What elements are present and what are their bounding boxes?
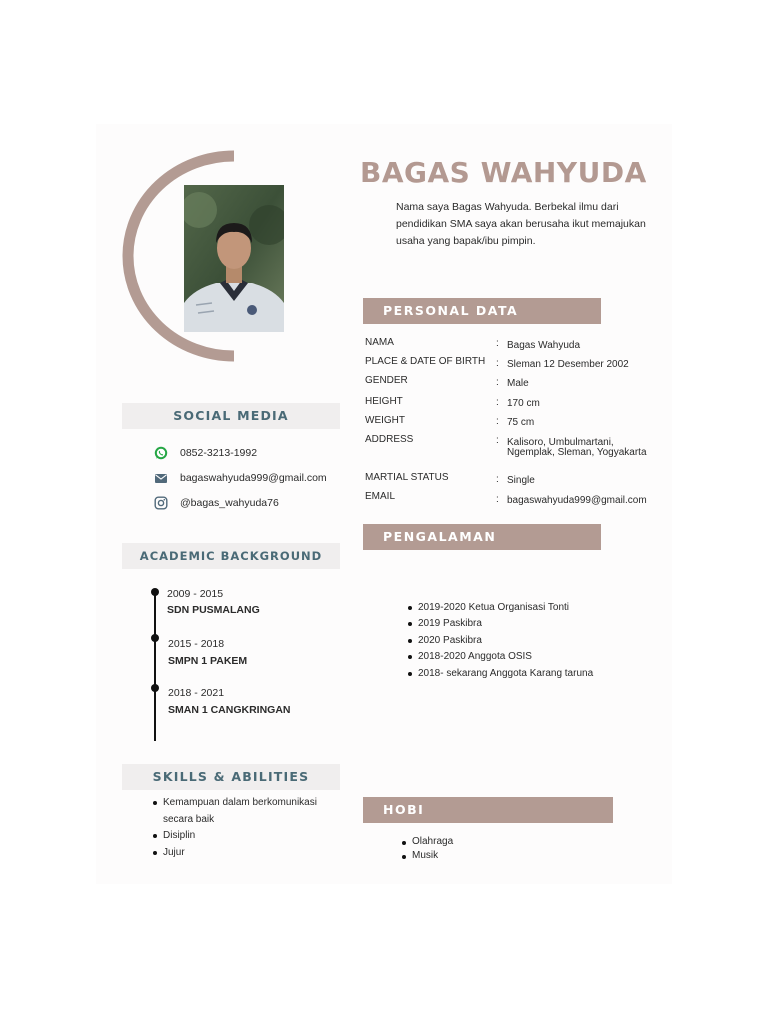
pd-colon: : [496, 377, 499, 388]
pd-colon: : [496, 435, 499, 446]
resume-name: BAGAS WAHYUDA [360, 156, 647, 189]
academic-school: SMPN 1 PAKEM [168, 655, 248, 667]
pd-value-weight: 75 cm [507, 417, 535, 428]
timeline-line [154, 592, 156, 741]
pd-label-height: HEIGHT [365, 396, 403, 407]
pengalaman-header: PENGALAMAN [363, 524, 601, 550]
social-media-header: SOCIAL MEDIA [122, 403, 340, 429]
list-item: 2020 Paskibra [408, 633, 658, 649]
instagram-icon [154, 496, 168, 510]
list-item: 2018- sekarang Anggota Karang taruna [408, 666, 658, 682]
timeline-dot [151, 634, 159, 642]
personal-data-header: PERSONAL DATA [363, 298, 601, 324]
list-item: Olahraga [402, 835, 552, 849]
pd-value-nama: Bagas Wahyuda [507, 340, 581, 351]
pd-colon: : [496, 494, 499, 505]
list-item: 2019 Paskibra [408, 616, 658, 632]
list-item: Jujur [153, 845, 343, 862]
timeline-dot [151, 684, 159, 692]
academic-school: SDN PUSMALANG [167, 604, 260, 616]
pd-value-gender: Male [507, 378, 529, 389]
profile-photo [184, 185, 284, 332]
skills-header: SKILLS & ABILITIES [122, 764, 340, 790]
whatsapp-icon [154, 446, 168, 460]
hobi-list [402, 835, 552, 863]
academic-header: ACADEMIC BACKGROUND [122, 543, 340, 569]
pd-label-email: EMAIL [365, 491, 396, 502]
intro-paragraph: Nama saya Bagas Wahyuda. Berbekal ilmu dari pendidikan SMA saya akan berusaha ikut memajukan usaha yang bapak/ibu pimpin. [396, 201, 646, 247]
instagram-handle: @bagas_wahyuda76 [180, 497, 279, 509]
pd-value-address-line1: Kalisoro, Umbulmartani, [507, 437, 614, 448]
pd-value-address-line2: Ngemplak, Sleman, Yogyakarta [507, 447, 647, 458]
list-item: Disiplin [153, 828, 343, 845]
pd-colon: : [496, 358, 499, 369]
academic-years: 2009 - 2015 [167, 588, 224, 600]
list-item: Musik [402, 849, 552, 863]
list-item: 2019-2020 Ketua Organisasi Tonti [408, 600, 658, 616]
pd-colon: : [496, 397, 499, 408]
pd-label-gender: GENDER [365, 375, 408, 386]
academic-years: 2018 - 2021 [168, 687, 225, 699]
timeline-dot [151, 588, 159, 596]
pd-label-nama: NAMA [365, 337, 394, 348]
pd-label-birth: PLACE & DATE OF BIRTH [365, 356, 486, 367]
email-address: bagaswahyuda999@gmail.com [180, 472, 327, 484]
pd-value-height: 170 cm [507, 398, 540, 409]
pd-label-address: ADDRESS [365, 434, 414, 445]
hobi-header: HOBI [363, 797, 613, 823]
academic-school: SMAN 1 CANGKRINGAN [168, 704, 291, 716]
pd-value-birth: Sleman 12 Desember 2002 [507, 359, 629, 370]
pd-colon: : [496, 338, 499, 349]
phone-number: 0852-3213-1992 [180, 447, 258, 459]
pd-value-email: bagaswahyuda999@gmail.com [507, 495, 647, 506]
list-item: Kemampuan dalam berkomunikasi secara baik [153, 795, 343, 828]
pengalaman-list [408, 600, 658, 682]
list-item: 2018-2020 Anggota OSIS [408, 649, 658, 665]
skills-list [153, 795, 343, 861]
pd-colon: : [496, 474, 499, 485]
pd-value-marital: Single [507, 475, 535, 486]
email-icon [154, 471, 168, 485]
pd-colon: : [496, 416, 499, 427]
academic-years: 2015 - 2018 [168, 638, 225, 650]
pd-label-marital: MARTIAL STATUS [365, 472, 449, 483]
pd-label-weight: WEIGHT [365, 415, 405, 426]
